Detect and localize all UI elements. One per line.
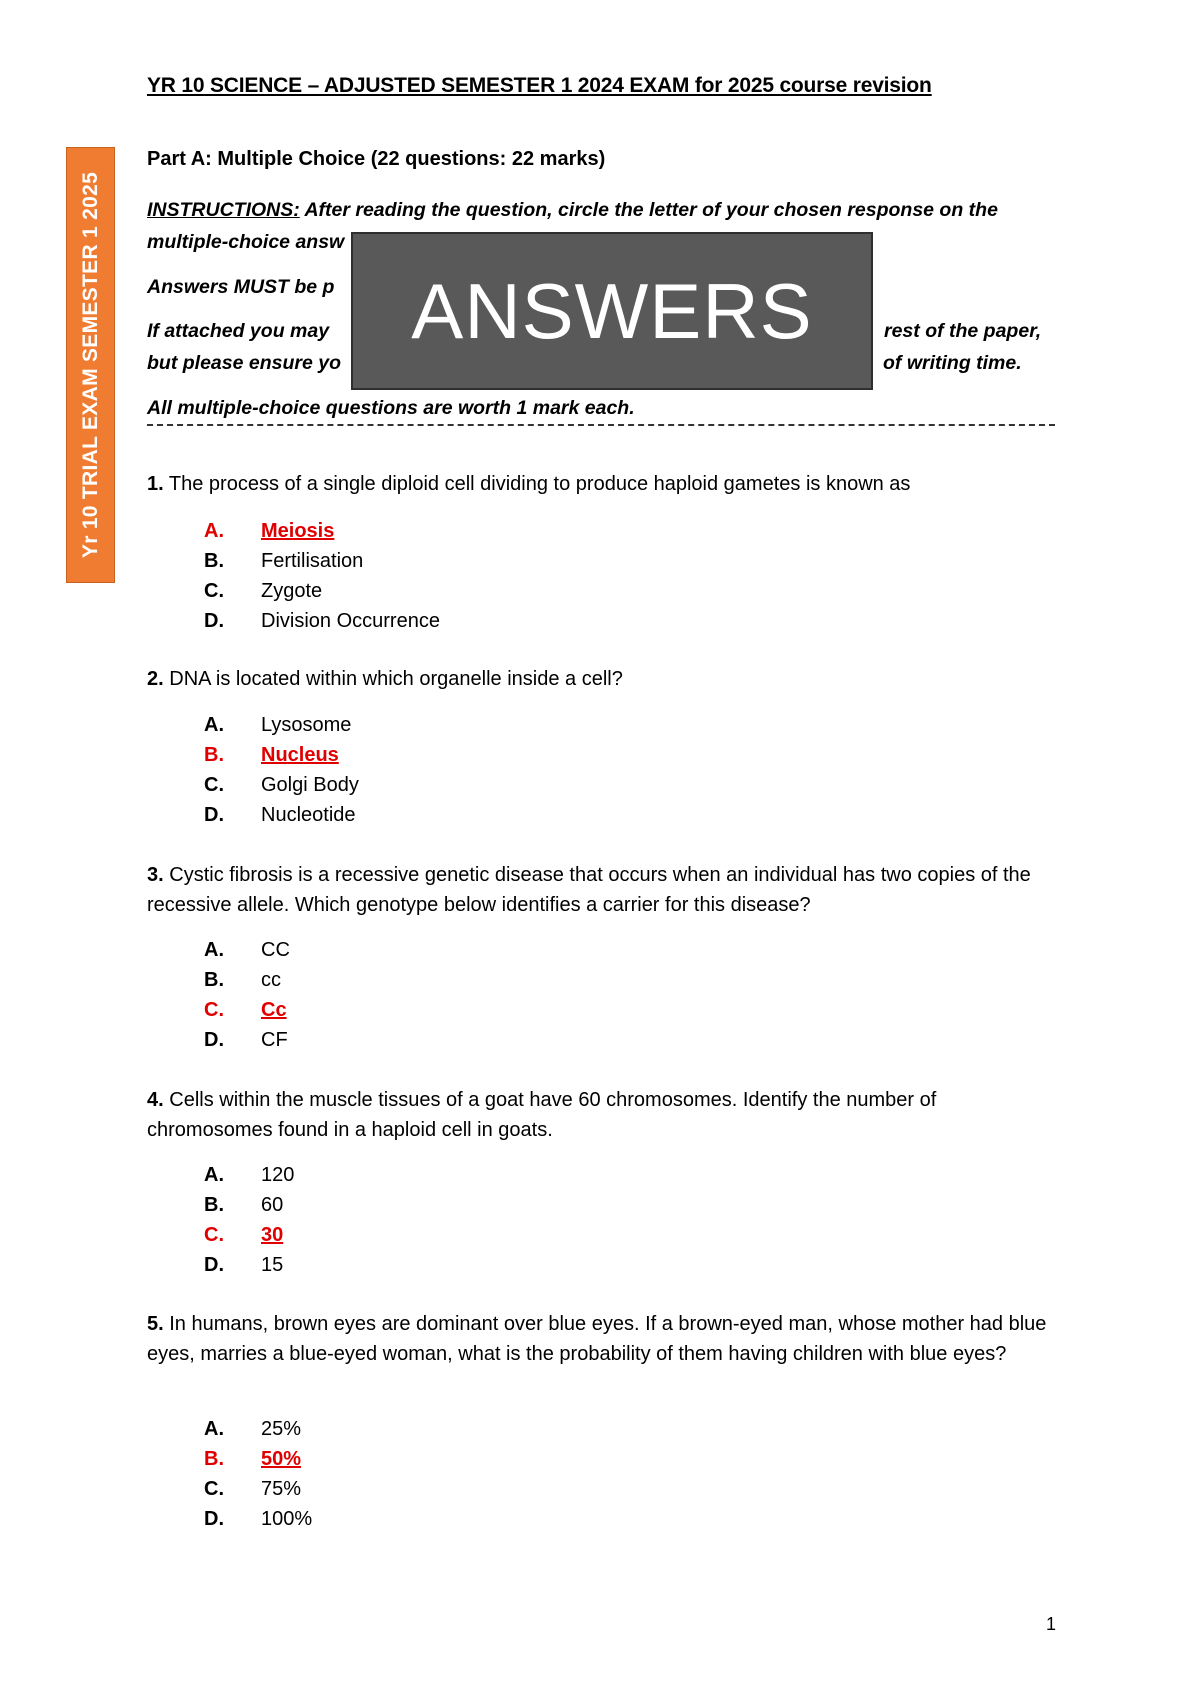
option-text: CF [261, 1029, 288, 1051]
option-text: 120 [261, 1164, 295, 1186]
question-text: Cystic fibrosis is a recessive genetic disease that occurs when an individual has two copies of the recessive allele. Which genotype below identifies a carrier for this disease? [147, 864, 1031, 916]
option-text: Meiosis [261, 520, 335, 542]
question-text: DNA is located within which organelle inside a cell? [169, 668, 623, 690]
question-text: In humans, brown eyes are dominant over blue eyes. If a brown-eyed man, whose mother had blue eyes, marries a blue-eyed woman, what is the probability of them having children with blue eyes? [147, 1313, 1047, 1365]
option-d[interactable] [204, 1025, 290, 1055]
option-text: Nucleus [261, 744, 339, 766]
option-a[interactable] [204, 710, 359, 740]
document-title: YR 10 SCIENCE – ADJUSTED SEMESTER 1 2024 EXAM for 2025 course revision [147, 74, 932, 97]
option-b[interactable] [204, 546, 440, 576]
answers-banner-label: ANSWERS [411, 266, 813, 355]
option-a[interactable] [204, 1414, 312, 1444]
option-text: Nucleotide [261, 804, 356, 826]
option-d[interactable] [204, 1250, 294, 1280]
option-text: 15 [261, 1254, 284, 1276]
option-c[interactable] [204, 576, 440, 606]
option-b[interactable] [204, 1444, 312, 1474]
option-text: 75% [261, 1478, 302, 1500]
option-letter: D. [204, 1029, 224, 1051]
option-b[interactable] [204, 740, 359, 770]
option-letter: A. [204, 1418, 224, 1440]
option-text: CC [261, 939, 290, 961]
option-text: Zygote [261, 580, 323, 602]
option-text: 50% [261, 1448, 302, 1470]
instructions-line4-right: of writing time. [883, 352, 1022, 374]
side-tab [66, 147, 115, 583]
instructions-heading: INSTRUCTIONS: [147, 199, 300, 221]
option-letter: D. [204, 1254, 224, 1276]
option-d[interactable] [204, 606, 440, 636]
question-number: 2. [147, 668, 164, 690]
option-a[interactable] [204, 516, 440, 546]
option-text: 100% [261, 1508, 313, 1530]
question-text: Cells within the muscle tissues of a goat have 60 chromosomes. Identify the number of chromosomes found in a haploid cell in goats. [147, 1089, 937, 1141]
question-1-options [204, 516, 440, 636]
option-letter: B. [204, 550, 224, 572]
option-text: 30 [261, 1224, 284, 1246]
option-text: Division Occurrence [261, 610, 440, 632]
option-letter: B. [204, 744, 224, 766]
option-b[interactable] [204, 1190, 294, 1220]
option-text: cc [261, 969, 281, 991]
option-a[interactable] [204, 935, 290, 965]
option-d[interactable] [204, 800, 359, 830]
separator-line [147, 424, 1055, 426]
question-text: The process of a single diploid cell dividing to produce haploid gametes is known as [168, 473, 911, 495]
question-number: 5. [147, 1313, 164, 1335]
instructions-line2: Answers MUST be p [147, 276, 335, 298]
answers-banner [351, 232, 873, 390]
option-letter: D. [204, 1508, 224, 1530]
option-letter: A. [204, 1164, 224, 1186]
option-letter: A. [204, 939, 224, 961]
question-4 [147, 1085, 1067, 1145]
option-letter: C. [204, 580, 224, 602]
option-d[interactable] [204, 1504, 312, 1534]
part-a-heading: Part A: Multiple Choice (22 questions: 22 marks) [147, 148, 606, 170]
question-5 [147, 1309, 1067, 1369]
option-text: 60 [261, 1194, 284, 1216]
option-text: Lysosome [261, 714, 352, 736]
option-text: Cc [261, 999, 287, 1021]
option-letter: D. [204, 804, 224, 826]
question-number: 1. [147, 473, 164, 495]
instructions-marks: All multiple-choice questions are worth 1 mark each. [147, 397, 635, 419]
option-a[interactable] [204, 1160, 294, 1190]
question-number: 4. [147, 1089, 164, 1111]
option-text: Fertilisation [261, 550, 364, 572]
question-4-options [204, 1160, 294, 1280]
instructions-line3-left: If attached you may [147, 320, 330, 342]
option-c[interactable] [204, 770, 359, 800]
side-tab-label: Yr 10 TRIAL EXAM SEMESTER 1 2025 [78, 171, 102, 559]
question-number: 3. [147, 864, 164, 886]
instructions-line3-right: rest of the paper, [884, 320, 1042, 342]
option-b[interactable] [204, 965, 290, 995]
instructions-line1: After reading the question, circle the letter of your chosen response on the multiple-choice answ [147, 199, 998, 253]
option-c[interactable] [204, 1220, 294, 1250]
instructions-line4-left: but please ensure yo [147, 352, 341, 374]
option-text: Golgi Body [261, 774, 359, 796]
option-letter: C. [204, 1224, 224, 1246]
option-letter: A. [204, 714, 224, 736]
option-text: 25% [261, 1418, 302, 1440]
option-letter: D. [204, 610, 224, 632]
question-3 [147, 860, 1067, 920]
option-letter: B. [204, 1448, 224, 1470]
question-2-options [204, 710, 359, 830]
question-5-options [204, 1414, 312, 1534]
option-letter: A. [204, 520, 224, 542]
question-1 [147, 469, 1067, 499]
question-3-options [204, 935, 290, 1055]
option-letter: C. [204, 774, 224, 796]
option-c[interactable] [204, 995, 290, 1025]
option-letter: B. [204, 969, 224, 991]
option-c[interactable] [204, 1474, 312, 1504]
page-number: 1 [1046, 1614, 1057, 1634]
option-letter: B. [204, 1194, 224, 1216]
question-2 [147, 664, 1067, 694]
option-letter: C. [204, 999, 224, 1021]
option-letter: C. [204, 1478, 224, 1500]
